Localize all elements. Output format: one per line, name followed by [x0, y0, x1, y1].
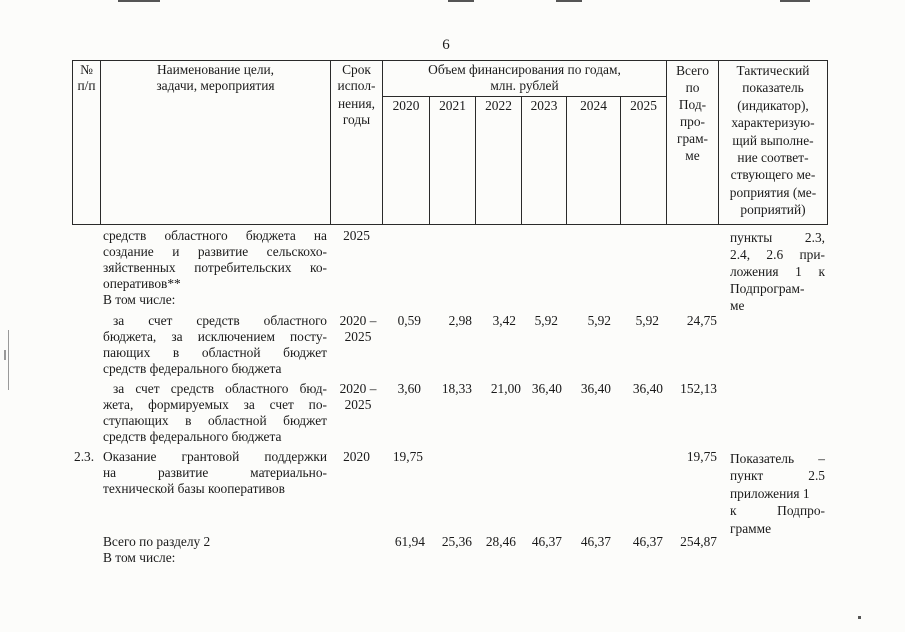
scan-mark	[448, 0, 474, 2]
col-border-2021	[475, 96, 476, 225]
col-border-2023	[566, 96, 567, 225]
scan-mark	[858, 616, 861, 619]
header-year-2021: 2021	[439, 98, 466, 113]
scan-mark	[556, 0, 582, 2]
table-top-border	[72, 60, 828, 61]
col-border-2020	[429, 96, 430, 225]
row1-value-2024: 5,92	[587, 313, 611, 328]
row4-value-2024: 46,37	[580, 534, 611, 549]
header-year-2024: 2024	[580, 98, 607, 113]
col-border-2022	[521, 96, 522, 225]
row-number-2-3: 2.3.	[74, 449, 95, 464]
row2-value-2020: 3,60	[397, 381, 421, 396]
years-row-border	[382, 96, 666, 97]
row1-value-2020: 0,59	[397, 313, 421, 328]
row2-value-2024: 36,40	[580, 381, 611, 396]
row-indicator-continuation: пункты 2.3, 2.4, 2.6 при- ложения 1 к Подпрограм- ме	[730, 230, 825, 313]
row-term-grant-support: 2020	[343, 449, 370, 464]
row4-value-2023: 46,37	[531, 534, 562, 549]
col-border-2024	[620, 96, 621, 225]
row2-value-2023: 36,40	[531, 381, 562, 396]
scan-mark	[780, 0, 810, 2]
header-year-2020: 2020	[392, 98, 420, 113]
header-total: Всего по Под- про- грам- ме	[676, 63, 709, 163]
header-financing: Объем финансирования по годам, млн. рублей	[428, 62, 621, 93]
row4-total: 254,87	[680, 534, 717, 549]
row3-value-2020: 19,75	[392, 449, 423, 464]
scan-mark	[118, 0, 160, 2]
row-term-federal-transfers: 2020 – 2025	[339, 381, 377, 412]
header-bottom-border	[72, 224, 828, 225]
row2-value-2025: 36,40	[632, 381, 663, 396]
row1-value-2023: 5,92	[534, 313, 558, 328]
row-term-continuation: 2025	[343, 228, 370, 243]
row4-value-2021: 25,36	[441, 534, 472, 549]
row-name-section-total: Всего по разделу 2 В том числе:	[103, 534, 211, 565]
header-name: Наименование цели, задачи, мероприятия	[156, 62, 275, 93]
page-number: 6	[442, 37, 450, 53]
row1-value-2022: 3,42	[492, 313, 516, 328]
header-num: № п/п	[77, 62, 96, 93]
row-name-grant-support: Оказание грантовой поддержки на развитие материально- технической базы кооперативов	[103, 449, 327, 496]
header-year-2023: 2023	[530, 98, 558, 113]
row-term-regional-budget: 2020 – 2025	[339, 313, 377, 344]
row4-value-2022: 28,46	[485, 534, 516, 549]
header-year-2022: 2022	[485, 98, 512, 113]
row2-value-2021: 18,33	[441, 381, 472, 396]
header-year-2025: 2025	[630, 98, 657, 113]
row2-value-2022: 21,00	[490, 381, 521, 396]
row-indicator-grant-support: Показатель – пункт 2.5 приложения 1 к Подпро- грамме	[730, 451, 825, 536]
header-term: Срок испол- нения, годы	[337, 62, 376, 127]
scan-mark	[8, 330, 9, 390]
col-border-right	[827, 60, 828, 225]
row2-total: 152,13	[680, 381, 717, 396]
row4-value-2025: 46,37	[632, 534, 663, 549]
row-name-federal-transfers: за счет средств областного бюд- жета, формируемых за счет по- ступающих в областной бюджет средств федерального бюджета	[103, 381, 327, 444]
row4-value-2020: 61,94	[394, 534, 425, 549]
row3-total: 19,75	[686, 449, 717, 464]
row1-value-2021: 2,98	[448, 313, 472, 328]
row1-value-2025: 5,92	[635, 313, 659, 328]
row-name-regional-budget: за счет средств областного бюджета, за исключением посту- пающих в областной бюджет средств федерального бюджета	[103, 313, 327, 376]
row1-total: 24,75	[686, 313, 717, 328]
header-indicator: Тактический показатель (индикатор), характеризую- щий выполне- ние соответ- ствующего ме- роприятия (ме- роприятий)	[729, 63, 817, 218]
row-name-continuation: средств областного бюджета на создание и развитие сельскохо- зяйственных потребительских ко- оперативов** В том числе:	[103, 228, 327, 307]
scan-mark	[4, 350, 6, 360]
